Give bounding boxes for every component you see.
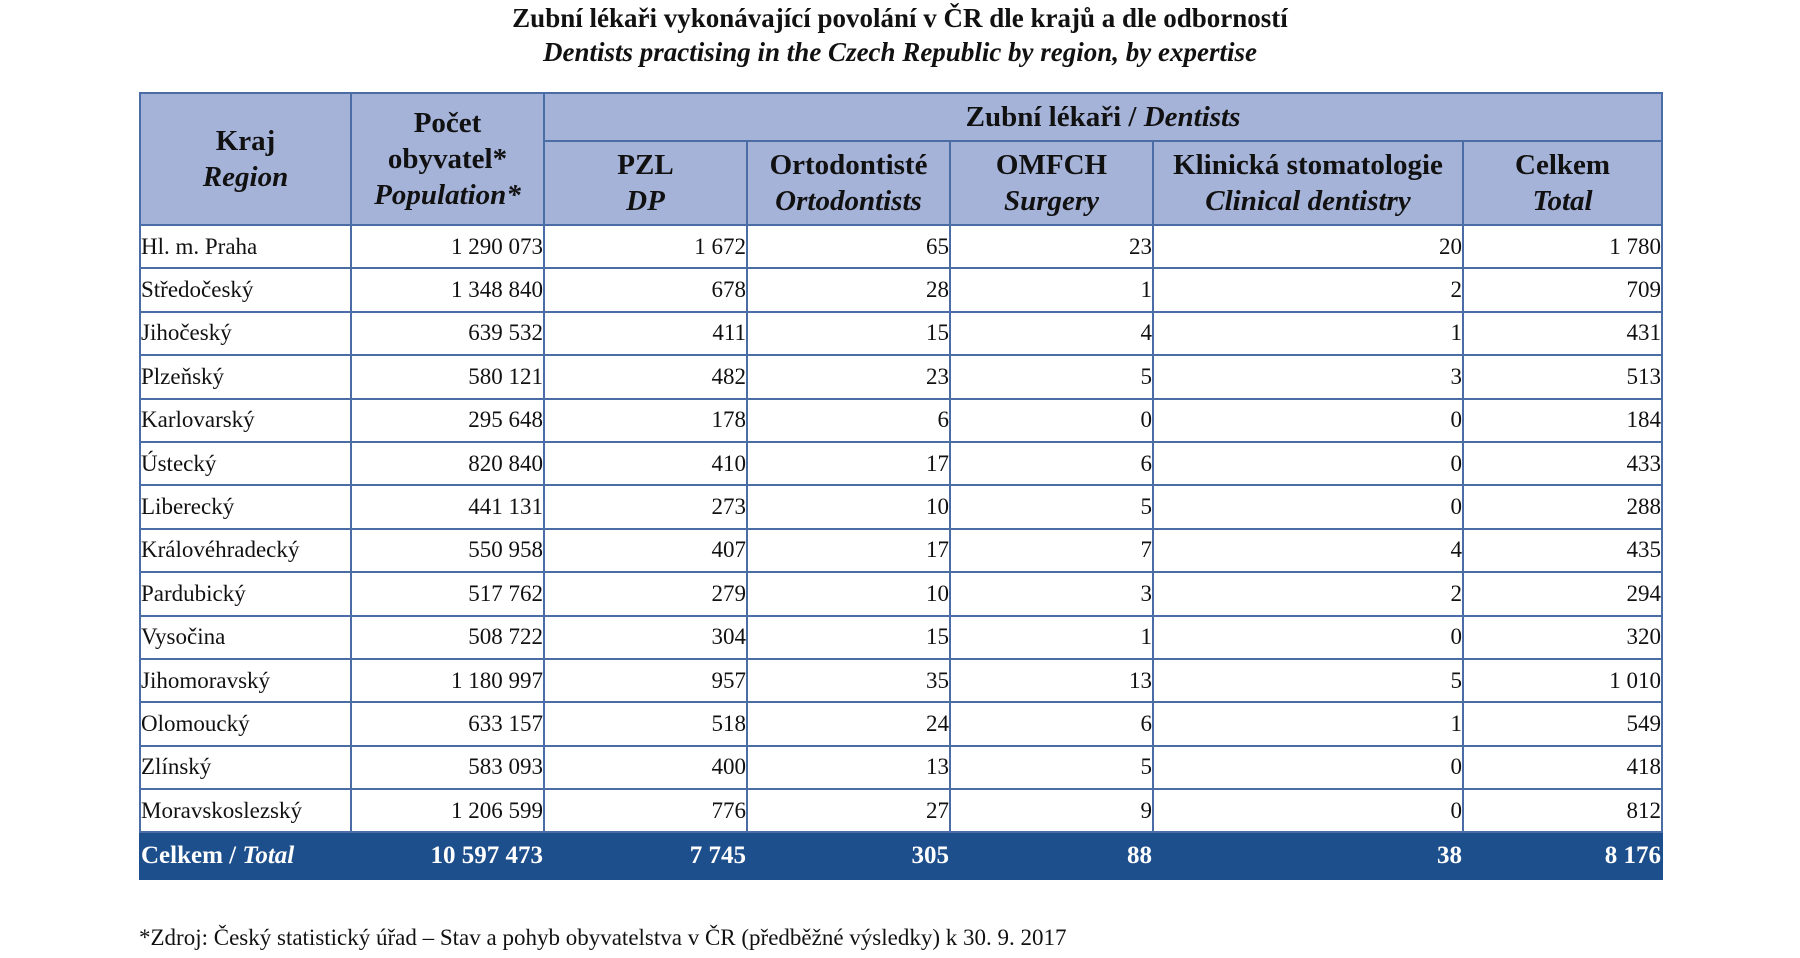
cell-population: 517 762 bbox=[351, 572, 544, 615]
cell-clinical: 0 bbox=[1153, 485, 1463, 528]
cell-population: 441 131 bbox=[351, 485, 544, 528]
header-kli-en: Clinical dentistry bbox=[1205, 185, 1411, 217]
cell-clinical: 2 bbox=[1153, 572, 1463, 615]
page-title: Zubní lékaři vykonávající povolání v ČR dle krajů a dle odborností bbox=[512, 3, 1288, 33]
table-row bbox=[140, 355, 1662, 398]
cell-surgery: 9 bbox=[950, 789, 1153, 832]
table-row bbox=[140, 529, 1662, 572]
cell-ortodontists: 28 bbox=[747, 268, 950, 311]
cell-total: 288 bbox=[1463, 485, 1662, 528]
header-pzl-en: DP bbox=[626, 185, 665, 217]
cell-total: 184 bbox=[1463, 399, 1662, 442]
cell-clinical: 4 bbox=[1153, 529, 1463, 572]
header-population-cz: Počet obyvatel* bbox=[387, 107, 508, 175]
dentists-table bbox=[139, 92, 1663, 880]
cell-ortodontists: 23 bbox=[747, 355, 950, 398]
total-label-cz: Celkem / bbox=[141, 841, 243, 869]
cell-pzl: 482 bbox=[544, 355, 747, 398]
cell-ortodontists: 27 bbox=[747, 789, 950, 832]
header-row-group bbox=[140, 93, 1662, 141]
cell-ortodontists: 17 bbox=[747, 529, 950, 572]
table-row bbox=[140, 616, 1662, 659]
cell-pzl: 279 bbox=[544, 572, 747, 615]
cell-total: 513 bbox=[1463, 355, 1662, 398]
total-population: 10 597 473 bbox=[351, 832, 544, 879]
cell-ortodontists: 15 bbox=[747, 616, 950, 659]
cell-clinical: 0 bbox=[1153, 442, 1463, 485]
cell-region: Karlovarský bbox=[140, 399, 351, 442]
cell-population: 633 157 bbox=[351, 702, 544, 745]
cell-ortodontists: 15 bbox=[747, 312, 950, 355]
header-dentists-group bbox=[544, 93, 1662, 141]
header-region-cz: Kraj bbox=[215, 125, 276, 157]
total-total: 8 176 bbox=[1463, 832, 1662, 879]
cell-clinical: 20 bbox=[1153, 225, 1463, 268]
cell-population: 295 648 bbox=[351, 399, 544, 442]
total-label-en: Total bbox=[242, 841, 295, 869]
table-row bbox=[140, 485, 1662, 528]
cell-region: Jihočeský bbox=[140, 312, 351, 355]
total-surgery: 88 bbox=[950, 832, 1153, 879]
cell-population: 583 093 bbox=[351, 746, 544, 789]
cell-ortodontists: 6 bbox=[747, 399, 950, 442]
cell-clinical: 0 bbox=[1153, 616, 1463, 659]
cell-region: Moravskoslezský bbox=[140, 789, 351, 832]
cell-total: 709 bbox=[1463, 268, 1662, 311]
cell-total: 1 780 bbox=[1463, 225, 1662, 268]
cell-ortodontists: 17 bbox=[747, 442, 950, 485]
header-surgery bbox=[950, 141, 1153, 225]
header-population-en: Population* bbox=[374, 179, 521, 211]
cell-region: Zlínský bbox=[140, 746, 351, 789]
cell-pzl: 410 bbox=[544, 442, 747, 485]
cell-pzl: 178 bbox=[544, 399, 747, 442]
table-row bbox=[140, 399, 1662, 442]
cell-clinical: 1 bbox=[1153, 702, 1463, 745]
table-row bbox=[140, 442, 1662, 485]
cell-clinical: 5 bbox=[1153, 659, 1463, 702]
cell-population: 580 121 bbox=[351, 355, 544, 398]
cell-population: 639 532 bbox=[351, 312, 544, 355]
title-block bbox=[0, 2, 1800, 70]
cell-surgery: 6 bbox=[950, 702, 1153, 745]
header-tot-cz: Celkem bbox=[1515, 149, 1611, 181]
header-ort-en: Ortodontists bbox=[775, 185, 922, 217]
cell-surgery: 6 bbox=[950, 442, 1153, 485]
cell-population: 1 290 073 bbox=[351, 225, 544, 268]
cell-region: Liberecký bbox=[140, 485, 351, 528]
cell-clinical: 2 bbox=[1153, 268, 1463, 311]
header-region-en: Region bbox=[202, 161, 289, 193]
cell-total: 549 bbox=[1463, 702, 1662, 745]
header-kli-cz: Klinická stomatologie bbox=[1173, 149, 1443, 181]
cell-region: Jihomoravský bbox=[140, 659, 351, 702]
header-group-en: Dentists bbox=[1143, 101, 1241, 133]
cell-total: 812 bbox=[1463, 789, 1662, 832]
total-row bbox=[140, 832, 1662, 879]
cell-region: Královéhradecký bbox=[140, 529, 351, 572]
cell-ortodontists: 35 bbox=[747, 659, 950, 702]
header-population bbox=[351, 93, 544, 225]
table-row bbox=[140, 268, 1662, 311]
header-ortodontists bbox=[747, 141, 950, 225]
cell-population: 508 722 bbox=[351, 616, 544, 659]
cell-region: Pardubický bbox=[140, 572, 351, 615]
cell-region: Plzeňský bbox=[140, 355, 351, 398]
total-pzl: 7 745 bbox=[544, 832, 747, 879]
cell-surgery: 5 bbox=[950, 485, 1153, 528]
cell-surgery: 3 bbox=[950, 572, 1153, 615]
cell-pzl: 407 bbox=[544, 529, 747, 572]
table-row bbox=[140, 746, 1662, 789]
cell-region: Vysočina bbox=[140, 616, 351, 659]
table-row bbox=[140, 659, 1662, 702]
cell-region: Středočeský bbox=[140, 268, 351, 311]
cell-clinical: 0 bbox=[1153, 789, 1463, 832]
cell-ortodontists: 10 bbox=[747, 572, 950, 615]
table-row bbox=[140, 789, 1662, 832]
header-region bbox=[140, 93, 351, 225]
header-group-cz: Zubní lékaři / bbox=[965, 101, 1144, 133]
total-label bbox=[140, 832, 351, 879]
cell-total: 320 bbox=[1463, 616, 1662, 659]
header-total bbox=[1463, 141, 1662, 225]
header-pzl bbox=[544, 141, 747, 225]
cell-ortodontists: 13 bbox=[747, 746, 950, 789]
cell-pzl: 776 bbox=[544, 789, 747, 832]
footnote-source: *Zdroj: Český statistický úřad – Stav a pohyb obyvatelstva v ČR (předběžné výsledky) k 30. 9. 2017 bbox=[139, 925, 1067, 950]
cell-ortodontists: 65 bbox=[747, 225, 950, 268]
cell-clinical: 0 bbox=[1153, 399, 1463, 442]
cell-surgery: 4 bbox=[950, 312, 1153, 355]
cell-surgery: 0 bbox=[950, 399, 1153, 442]
cell-total: 431 bbox=[1463, 312, 1662, 355]
cell-pzl: 678 bbox=[544, 268, 747, 311]
cell-pzl: 273 bbox=[544, 485, 747, 528]
header-tot-en: Total bbox=[1532, 185, 1593, 217]
total-clinical: 38 bbox=[1153, 832, 1463, 879]
cell-region: Ústecký bbox=[140, 442, 351, 485]
cell-pzl: 1 672 bbox=[544, 225, 747, 268]
total-ortodontists: 305 bbox=[747, 832, 950, 879]
cell-total: 294 bbox=[1463, 572, 1662, 615]
cell-total: 418 bbox=[1463, 746, 1662, 789]
cell-surgery: 1 bbox=[950, 268, 1153, 311]
cell-ortodontists: 10 bbox=[747, 485, 950, 528]
cell-total: 433 bbox=[1463, 442, 1662, 485]
cell-pzl: 518 bbox=[544, 702, 747, 745]
cell-surgery: 13 bbox=[950, 659, 1153, 702]
header-clinical bbox=[1153, 141, 1463, 225]
header-omf-en: Surgery bbox=[1003, 185, 1100, 217]
cell-ortodontists: 24 bbox=[747, 702, 950, 745]
cell-pzl: 304 bbox=[544, 616, 747, 659]
cell-clinical: 1 bbox=[1153, 312, 1463, 355]
cell-population: 1 206 599 bbox=[351, 789, 544, 832]
header-pzl-cz: PZL bbox=[617, 149, 674, 181]
cell-surgery: 5 bbox=[950, 355, 1153, 398]
cell-pzl: 400 bbox=[544, 746, 747, 789]
cell-population: 1 348 840 bbox=[351, 268, 544, 311]
table-body bbox=[140, 225, 1662, 879]
cell-clinical: 0 bbox=[1153, 746, 1463, 789]
cell-surgery: 7 bbox=[950, 529, 1153, 572]
cell-total: 1 010 bbox=[1463, 659, 1662, 702]
cell-population: 550 958 bbox=[351, 529, 544, 572]
table-header bbox=[140, 93, 1662, 225]
cell-region: Olomoucký bbox=[140, 702, 351, 745]
table-row bbox=[140, 225, 1662, 268]
cell-clinical: 3 bbox=[1153, 355, 1463, 398]
table-row bbox=[140, 702, 1662, 745]
page-subtitle: Dentists practising in the Czech Republic by region, by expertise bbox=[543, 37, 1257, 67]
header-omf-cz: OMFCH bbox=[995, 149, 1108, 181]
cell-population: 1 180 997 bbox=[351, 659, 544, 702]
cell-surgery: 1 bbox=[950, 616, 1153, 659]
cell-total: 435 bbox=[1463, 529, 1662, 572]
cell-population: 820 840 bbox=[351, 442, 544, 485]
cell-region: Hl. m. Praha bbox=[140, 225, 351, 268]
table-row bbox=[140, 572, 1662, 615]
cell-pzl: 957 bbox=[544, 659, 747, 702]
cell-surgery: 5 bbox=[950, 746, 1153, 789]
table-row bbox=[140, 312, 1662, 355]
cell-pzl: 411 bbox=[544, 312, 747, 355]
cell-surgery: 23 bbox=[950, 225, 1153, 268]
header-ort-cz: Ortodontisté bbox=[769, 149, 928, 181]
